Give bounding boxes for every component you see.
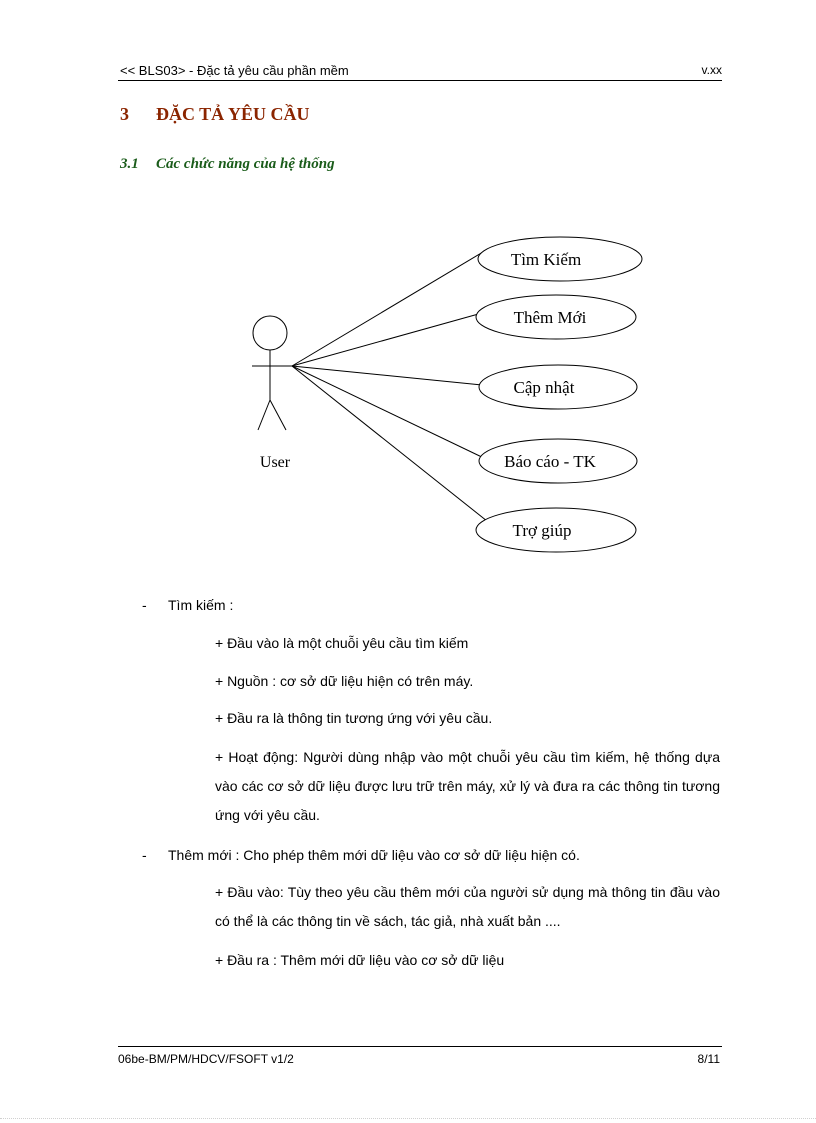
list-item: + Đầu vào là một chuỗi yêu cầu tìm kiếm [215, 635, 469, 651]
use-case-them-moi [476, 295, 636, 339]
list-item: + Hoạt động: Người dùng nhập vào một chuỗi yêu cầu tìm kiếm, hệ thống dựa vào các cơ sở dữ liệu được lưu trữ trên máy, xử lý và đưa ra các thông tin tương ứng với yêu cầu. [215, 749, 720, 823]
use-case-label: Báo cáo - TK [504, 452, 596, 471]
subsection-title: Các chức năng của hệ thống [156, 156, 335, 172]
section-number: 3 [120, 104, 129, 124]
page-edge-divider [0, 1118, 816, 1119]
bullet-label: Thêm mới : Cho phép thêm mới dữ liệu vào cơ sở dữ liệu hiện có. [168, 847, 580, 863]
header-version: v.xx [701, 63, 722, 77]
bullet-label: Tìm kiếm : [168, 597, 234, 613]
list-item: + Đầu vào: Tùy theo yêu cầu thêm mới của người sử dụng mà thông tin đầu vào có thể là các thông tin về sách, tác giả, nhà xuất bản .... [215, 884, 720, 929]
actor-figure [252, 316, 292, 430]
bullet-tim-kiem [142, 597, 233, 613]
use-case-tro-giup [476, 508, 636, 552]
use-case-label: Cập nhật [513, 378, 575, 397]
use-case-label: Thêm Mới [513, 308, 587, 327]
bullet-dash: - [142, 847, 147, 863]
subsection-number: 3.1 [120, 156, 139, 172]
section-title: ĐẶC TẢ YÊU CẦU [156, 104, 310, 124]
footer-doc-code: 06be-BM/PM/HDCV/FSOFT v1/2 [118, 1052, 294, 1066]
header-title: << BLS03> - Đặc tả yêu cầu phần mềm [120, 63, 349, 78]
use-case-diagram [230, 225, 660, 565]
use-case-label: Trợ giúp [512, 521, 572, 540]
bullet-dash: - [142, 597, 147, 613]
use-case-cap-nhat [479, 365, 637, 409]
list-item: + Nguồn : cơ sở dữ liệu hiện có trên máy. [215, 673, 474, 689]
page-footer [118, 1046, 722, 1069]
section-heading [120, 104, 310, 125]
list-item: + Đầu ra : Thêm mới dữ liệu vào cơ sở dữ liệu [215, 952, 505, 968]
subsection-heading [120, 156, 335, 173]
use-case-bao-cao [479, 439, 637, 483]
footer-page-number: 8/11 [697, 1052, 720, 1066]
association-lines [292, 249, 492, 525]
use-case-label: Tìm Kiếm [510, 250, 582, 269]
actor-label: User [259, 454, 291, 471]
bullet-them-moi [142, 847, 580, 863]
list-item: + Đầu ra là thông tin tương ứng với yêu cầu. [215, 710, 493, 726]
use-case-tim-kiem [478, 237, 642, 281]
page-header [118, 60, 722, 81]
